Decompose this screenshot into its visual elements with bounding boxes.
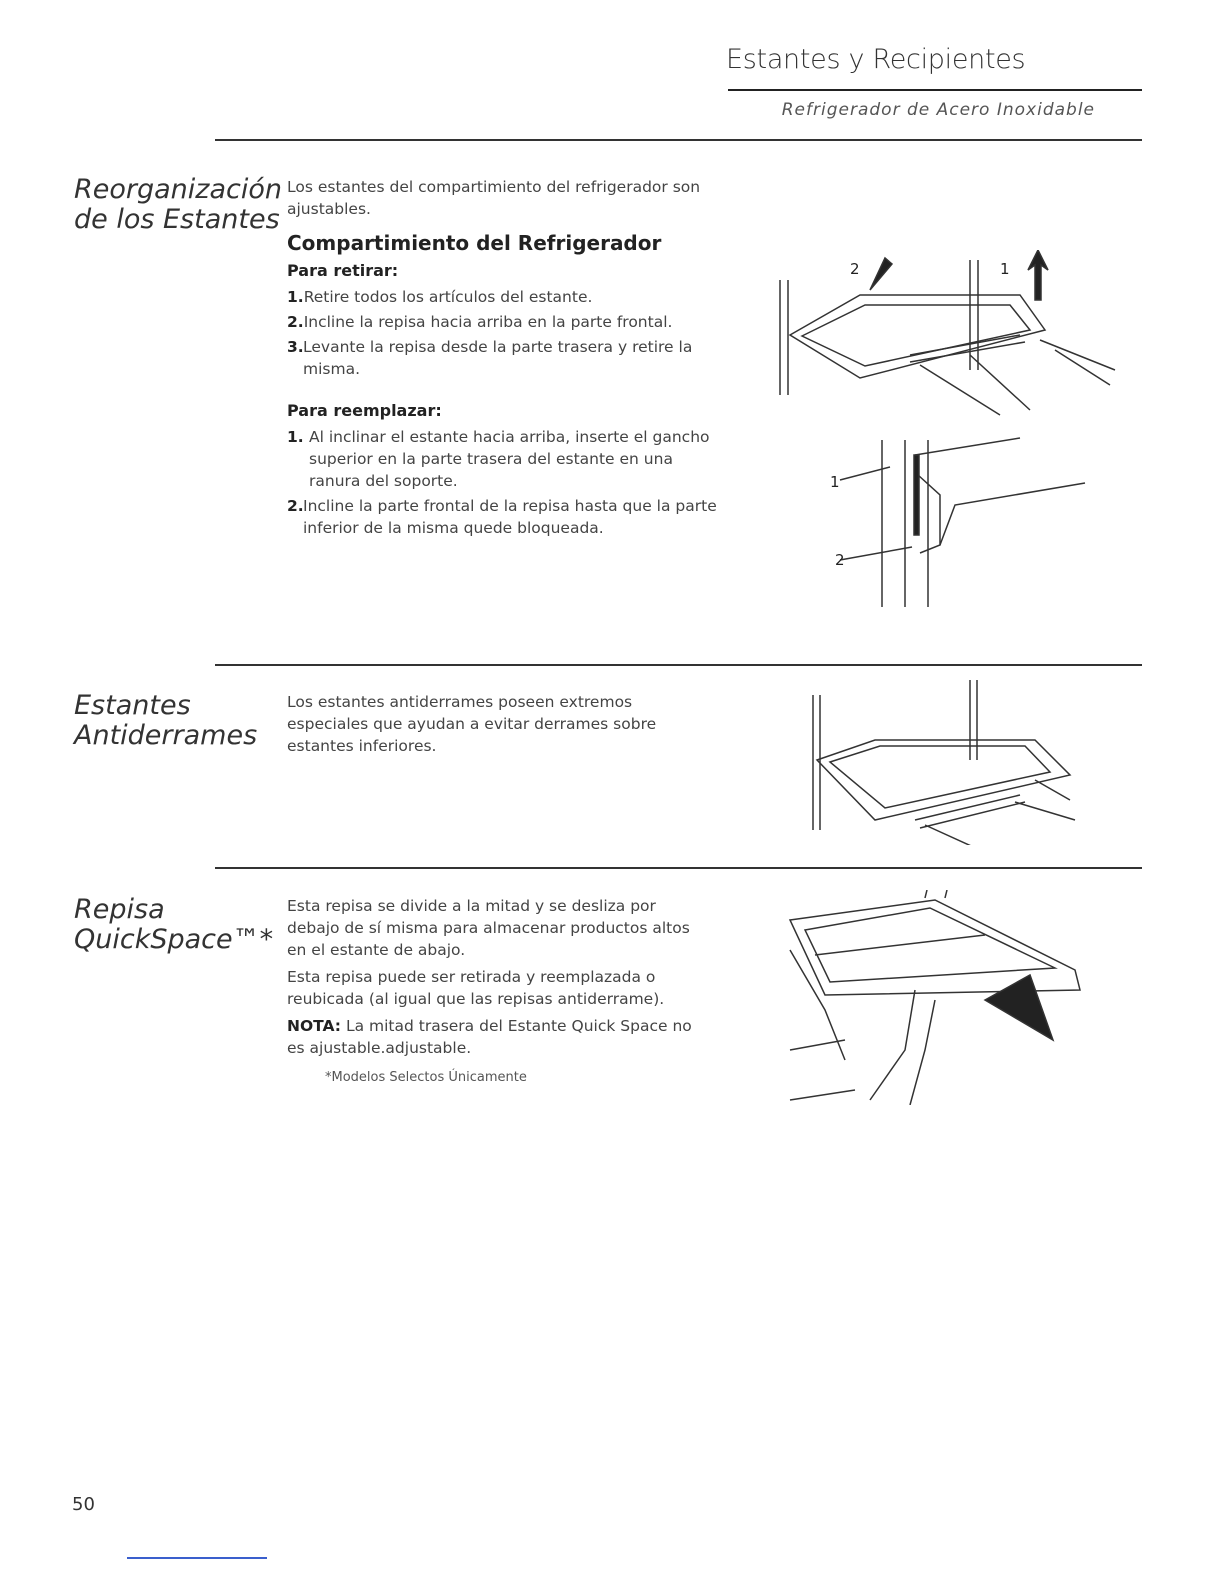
- list-item: [287, 286, 717, 308]
- footnote: *Modelos Selectos Únicamente: [325, 1070, 527, 1085]
- step-text: Levante la repisa desde la parte trasera y retire la misma.: [303, 338, 693, 378]
- list-item: [287, 311, 717, 333]
- step-number: 1.: [287, 288, 304, 306]
- shelf-removal-illustration: [770, 250, 1130, 420]
- list-item: [287, 336, 717, 380]
- step-text: Incline la parte frontal de la repisa hasta que la parte inferior de la misma quede bloqueada.: [303, 497, 717, 537]
- list-item: [287, 426, 717, 492]
- section1-body: [287, 176, 717, 542]
- figure-label: 2: [835, 551, 845, 569]
- title-line: de los Estantes: [74, 204, 280, 235]
- title-line: Estantes: [74, 690, 191, 721]
- header-divider: [728, 89, 1142, 91]
- footer-line: [127, 1557, 267, 1559]
- replace-label: Para reemplazar:: [287, 401, 442, 420]
- title-line: Reorganización: [74, 174, 282, 205]
- spill-proof-shelf-illustration: [805, 680, 1085, 845]
- step-number: 2.: [287, 497, 304, 515]
- note-label: NOTA:: [287, 1017, 342, 1035]
- section-title-reorganizacion: [74, 175, 282, 235]
- step-text: Al inclinar el estante hacia arriba, inserte el gancho superior en la parte trasera del estante en una ranura del soporte.: [309, 428, 710, 490]
- page-header-title: Estantes y Recipientes: [726, 44, 1026, 75]
- figure-label: 2: [850, 260, 860, 278]
- section-divider: [215, 664, 1142, 666]
- body-text: Esta repisa se divide a la mitad y se desliza por debajo de sí misma para almacenar productos altos en el estante de abajo.: [287, 897, 690, 959]
- step-text: Retire todos los artículos del estante.: [303, 288, 593, 306]
- subheading: Compartimiento del Refrigerador: [287, 231, 662, 255]
- section-title-quickspace: [74, 895, 273, 955]
- title-line: Antiderrames: [74, 720, 258, 751]
- body-text: Esta repisa puede ser retirada y reemplazada o reubicada (al igual que las repisas antiderrame).: [287, 968, 665, 1008]
- intro-text: Los estantes del compartimiento del refrigerador son ajustables.: [287, 178, 701, 218]
- section-title-antiderrames: [74, 691, 257, 751]
- step-number: 1.: [287, 428, 304, 446]
- title-line: Repisa: [74, 894, 165, 925]
- section3-body: [287, 895, 707, 1089]
- remove-label: Para retirar:: [287, 261, 399, 280]
- quickspace-shelf-illustration: [785, 890, 1090, 1105]
- step-number: 3.: [287, 338, 304, 356]
- step-number: 2.: [287, 313, 304, 331]
- note-body: La mitad trasera del Estante Quick Space no es ajustable.adjustable.: [287, 1017, 692, 1057]
- shelf-bracket-illustration: [820, 435, 1100, 610]
- note-text: [287, 1015, 707, 1059]
- page-number: 50: [72, 1494, 95, 1515]
- section-divider: [215, 139, 1142, 141]
- list-item: [287, 495, 717, 539]
- title-line: QuickSpace™*: [74, 924, 274, 955]
- figure-label: 1: [1000, 260, 1010, 278]
- step-text: Incline la repisa hacia arriba en la parte frontal.: [303, 313, 673, 331]
- section-divider: [215, 867, 1142, 869]
- page-header-subtitle: Refrigerador de Acero Inoxidable: [781, 100, 1095, 120]
- section2-body: [287, 691, 677, 757]
- body-text: Los estantes antiderrames poseen extremos especiales que ayudan a evitar derrames sobre estantes inferiores.: [287, 693, 657, 755]
- figure-label: 1: [830, 473, 840, 491]
